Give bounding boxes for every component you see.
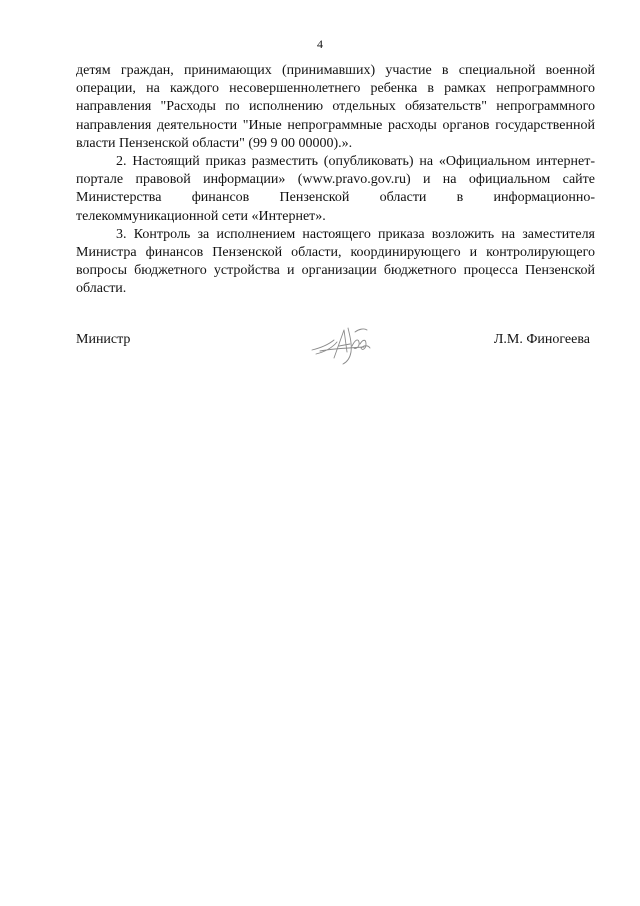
paragraph-item-3: 3. Контроль за исполнением настоящего приказа возложить на заместителя Министра финансов Пензенской области, координирующего и контролирующего вопросы бюджетного устройства и организации бюджетного процесса Пензенской области. (76, 226, 595, 297)
signature-block (76, 318, 595, 368)
paragraph-continuation: детям граждан, принимающих (принимавших) участие в специальной военной операции, на каждого несовершеннолетнего ребенка в рамках непрограммного направления "Расходы по исполнению отдельных обязательств" непрограммного направления деятельности "Иные непрограммные расходы органов государственной власти Пензенской области" (99 9 00 00000).». (76, 63, 595, 151)
paragraph-item-2: 2. Настоящий приказ разместить (опубликовать) на «Официальном интернет-портале правовой информации» (www.pravo.gov.ru) и на официальном сайте Министерства финансов Пензенской области в информационно-телекоммуникационной сети «Интернет». (76, 154, 595, 224)
handwritten-signature (306, 318, 376, 366)
signatory-name: Л.М. Финогеева (493, 332, 590, 347)
signatory-title: Министр (76, 332, 131, 347)
page-number: 4 (317, 37, 323, 51)
document-body (76, 62, 595, 299)
